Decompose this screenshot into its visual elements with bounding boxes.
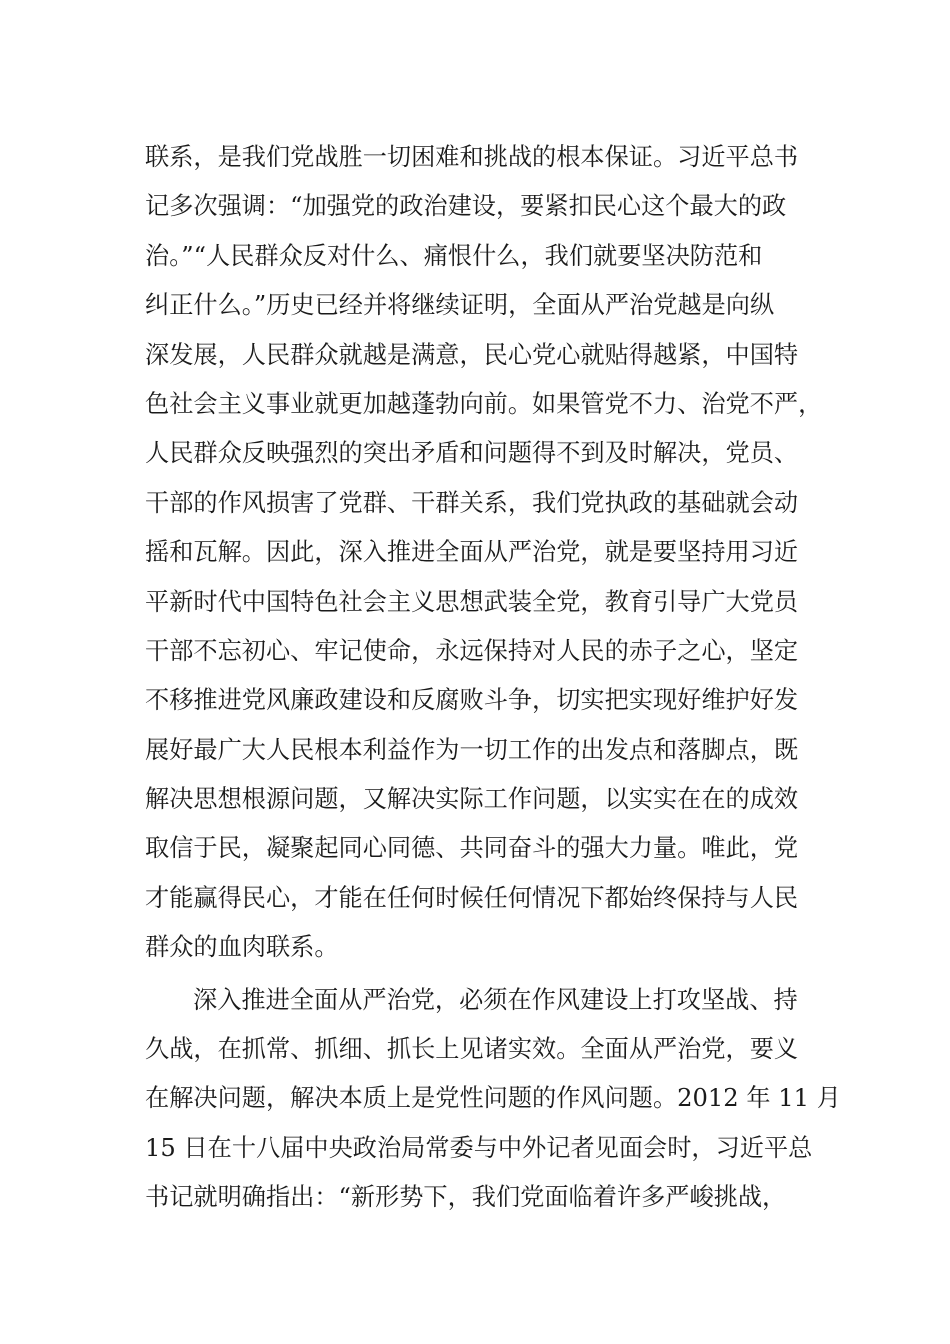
text-line: 15 日在十八届中央政治局常委与中外记者见面会时，习近平总 [145,1133,813,1162]
text-line: 摇和瓦解。因此，深入推进全面从严治党，就是要坚持用习近 [145,538,799,567]
text-line: 才能赢得民心，才能在任何时候任何情况下都始终保持与人民 [145,883,799,912]
text-line: 取信于民，凝聚起同心同德、共同奋斗的强大力量。唯此，党 [145,834,799,863]
text-line-indented: 深入推进全面从严治党，必须在作风建设上打攻坚战、持 [193,985,798,1014]
text-line: 群众的血肉联系。 [145,933,339,962]
text-line: 展好最广大人民根本利益作为一切工作的出发点和落脚点，既 [145,735,799,764]
text-line: 干部不忘初心、牢记使命，永远保持对人民的赤子之心，坚定 [145,636,799,665]
paragraph-2 [145,976,841,1223]
text-line: 联系，是我们党战胜一切困难和挑战的根本保证。习近平总书 [145,143,799,171]
document-body [145,133,841,1223]
text-line: 干部的作风损害了党群、干群关系，我们党执政的基础就会动 [145,488,799,517]
text-line: 不移推进党风廉政建设和反腐败斗争，切实把实现好维护好发 [145,686,799,715]
text-line: 记多次强调：“加强党的政治建设，要紧扣民心这个最大的政 [145,192,787,221]
text-line: 色社会主义事业就更加越蓬勃向前。如果管党不力、治党不严， [145,389,823,418]
text-line: 平新时代中国特色社会主义思想武装全党，教育引导广大党员 [145,587,799,616]
text-line: 纠正什么。”历史已经并将继续证明，全面从严治党越是向纵 [145,291,775,320]
text-line: 人民群众反映强烈的突出矛盾和问题得不到及时解决，党员、 [145,439,799,468]
text-line: 久战，在抓常、抓细、抓长上见诸实效。全面从严治党，要义 [145,1035,799,1064]
text-line: 解决思想根源问题，又解决实际工作问题，以实实在在的成效 [145,785,799,814]
text-line: 治。”“人民群众反对什么、痛恨什么，我们就要坚决防范和 [145,241,763,270]
text-line: 书记就明确指出：“新形势下，我们党面临着许多严峻挑战， [145,1183,787,1212]
paragraph-1 [145,133,823,973]
text-line: 在解决问题，解决本质上是党性问题的作风问题。2012 年 11 月 [145,1084,841,1113]
text-line: 深发展，人民群众就越是满意，民心党心就贴得越紧，中国特 [145,340,799,369]
